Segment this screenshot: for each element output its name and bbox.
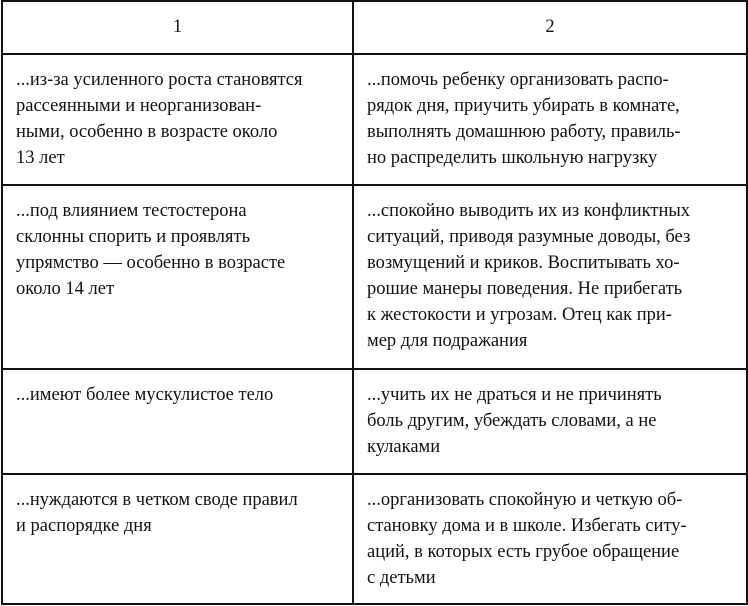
text-line: рошие манеры поведения. Не прибегать bbox=[367, 279, 683, 299]
table-row bbox=[2, 474, 747, 604]
text-line: ...организовать спокойную и четкую об- bbox=[367, 490, 683, 510]
text-line: рядок дня, приучить убирать в комнате, bbox=[367, 96, 680, 116]
text-line: возмущений и криков. Воспитывать хо- bbox=[367, 253, 680, 273]
header-col-2: 2 bbox=[353, 1, 747, 54]
text-line: упрямство — особенно в возрасте bbox=[16, 253, 286, 273]
text-line: к жестокости и угрозам. Отец как при- bbox=[367, 305, 672, 325]
text-line: ными, особенно в возрасте около bbox=[16, 122, 278, 142]
text-line: около 14 лет bbox=[16, 279, 115, 299]
text-line: склонны спорить и проявлять bbox=[16, 227, 251, 247]
header-row bbox=[2, 1, 747, 54]
text-line: ...нуждаются в четком своде правил bbox=[16, 490, 298, 510]
text-line: ...спокойно выводить их из конфликтных bbox=[367, 201, 691, 221]
text-line: рассеянными и неорганизован- bbox=[16, 96, 262, 116]
text-line: ситуаций, приводя разумные доводы, без bbox=[367, 227, 691, 247]
table-row bbox=[2, 54, 747, 185]
cell-characteristic bbox=[2, 54, 353, 185]
text-line: кулаками bbox=[367, 437, 441, 457]
cell-characteristic bbox=[2, 369, 353, 474]
text-line: с детьми bbox=[367, 568, 436, 588]
comparison-table bbox=[1, 0, 748, 605]
cell-recommendation bbox=[353, 474, 747, 604]
cell-recommendation bbox=[353, 54, 747, 185]
text-line: ...имеют более мускулистое тело bbox=[16, 385, 274, 405]
cell-characteristic bbox=[2, 185, 353, 369]
text-line: ...под влиянием тестостерона bbox=[16, 201, 247, 221]
text-line: становку дома и в школе. Избегать ситу- bbox=[367, 516, 687, 536]
text-line: но распределить школьную нагрузку bbox=[367, 148, 658, 168]
cell-characteristic bbox=[2, 474, 353, 604]
cell-recommendation bbox=[353, 369, 747, 474]
table-row bbox=[2, 369, 747, 474]
text-line: ...из-за усиленного роста становятся bbox=[16, 70, 303, 90]
header-col-1: 1 bbox=[2, 1, 353, 54]
cell-recommendation bbox=[353, 185, 747, 369]
text-line: и распорядке дня bbox=[16, 516, 152, 536]
text-line: ...помочь ребенку организовать распо- bbox=[367, 70, 669, 90]
text-line: аций, в которых есть грубое обращение bbox=[367, 542, 680, 562]
text-line: выполнять домашнюю работу, правиль- bbox=[367, 122, 681, 142]
text-line: мер для подражания bbox=[367, 331, 528, 351]
text-line: 13 лет bbox=[16, 148, 65, 168]
table-row bbox=[2, 185, 747, 369]
text-line: боль другим, убеждать словами, а не bbox=[367, 411, 657, 431]
text-line: ...учить их не драться и не причинять bbox=[367, 385, 662, 405]
